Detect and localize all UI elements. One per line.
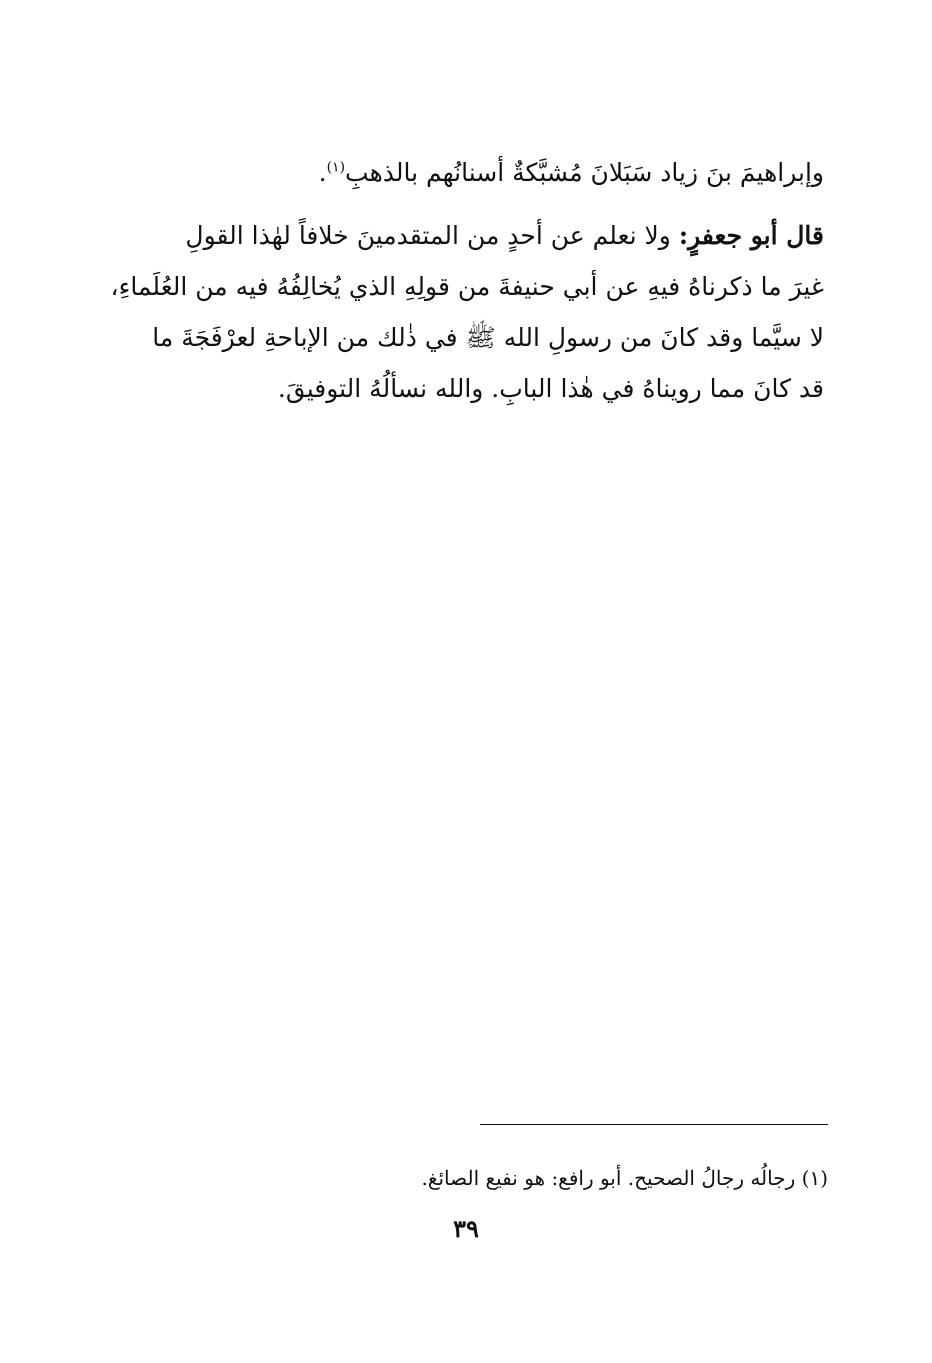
- opening-line: [108, 147, 824, 198]
- page-number: ٣٩: [453, 1214, 479, 1243]
- speaker-name: قال أبو جعفرٍ:: [678, 221, 824, 250]
- footnote: (١) رجالُه رجالُ الصحيح. أبو رافع: هو نفيع الصائغ.: [421, 1166, 828, 1190]
- paragraph-line-1: [108, 210, 824, 261]
- opening-line-end: .: [318, 158, 327, 187]
- footnote-divider: [480, 1124, 828, 1125]
- paragraph-line-3: لا سيَّما وقد كانَ من رسولِ الله ﷺ في ذٰلك من الإباحةِ لعرْفَجَةَ ما: [152, 323, 824, 352]
- paragraph-line-4: قد كانَ مما رويناهُ في هٰذا البابِ. والله نسألُهُ التوفيقَ.: [277, 374, 824, 403]
- footnote-reference[interactable]: (١): [326, 159, 346, 176]
- paragraph-line-2: غيرَ ما ذكرناهُ فيهِ عن أبي حنيفةَ من قولِهِ الذي يُخالِفُهُ فيه من العُلَماءِ،: [110, 272, 824, 301]
- main-paragraph: [108, 210, 824, 414]
- opening-line-text: وإبراهيمَ بنَ زياد سَبَلانَ مُشبَّكةٌ أسنانُهم بالذهبِ: [345, 158, 824, 187]
- paragraph-line-1-text: ولا نعلم عن أحدٍ من المتقدمينَ خلافاً لهٰذا القولِ: [185, 221, 679, 250]
